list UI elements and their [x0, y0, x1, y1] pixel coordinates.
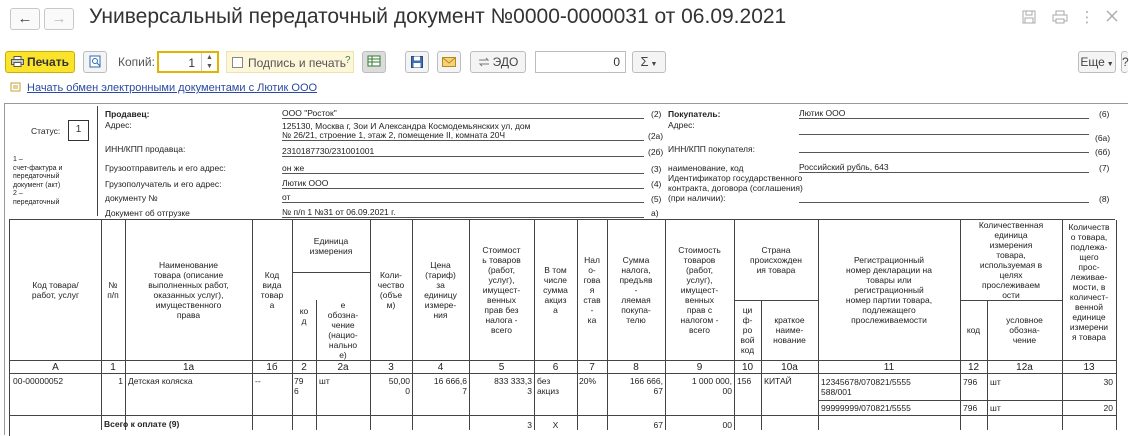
copies-input[interactable]: [157, 51, 219, 73]
seller-value: ООО "Росток": [282, 108, 644, 119]
more-label: Еще: [1080, 55, 1105, 69]
header-unit-name: е обозна- чение (нацио- нально е): [327, 300, 359, 360]
edo-label: ЭДО: [492, 55, 519, 69]
col-number: 13: [1083, 362, 1095, 373]
status-box: 1: [68, 120, 89, 141]
header-cost-with-tax: Стоимость товаров (работ, услуг), имущест- венных прав с налогом - всего: [678, 245, 721, 335]
envelope-icon: [442, 57, 456, 67]
header-trace-name: условное обозна- чение: [1006, 315, 1043, 345]
total-cost-no-tax: 3: [527, 420, 532, 430]
sum-button[interactable]: [632, 51, 666, 73]
col-line: [1116, 220, 1117, 430]
floppy-icon: [1022, 10, 1036, 24]
row-trace-name-1: шт: [990, 377, 1001, 387]
shipment-doc-value: № п/п 1 №31 от 06.09.2021 г.: [282, 207, 644, 218]
table-edit-icon: [367, 55, 381, 68]
row-trace-code-2: 796: [963, 403, 978, 413]
row-tax-sum: 166 666, 67: [629, 376, 663, 396]
row-country-name: КИТАЙ: [764, 376, 792, 386]
row-trace-qty-1: 30: [1103, 377, 1113, 387]
status-note: 1 – счет-фактура и передаточный документ (акт) 2 – передаточный: [13, 156, 63, 206]
header-qty: Коли- чество (объе м): [377, 270, 405, 310]
seller-code: (2): [651, 109, 662, 119]
print-label: Печать: [27, 55, 69, 69]
row-line: [10, 360, 1116, 361]
col-number: 11: [883, 362, 895, 373]
back-button[interactable]: [10, 8, 40, 30]
gov-id-code: (8): [1099, 194, 1110, 204]
header-name: Наименование товара (описание выполненных работ, оказанных услуг), имущественного права: [148, 260, 229, 320]
header-unit-code: ко д: [299, 306, 309, 326]
document-preview[interactable]: [4, 103, 1128, 435]
chevron-down-icon: ▼: [648, 61, 658, 68]
print-window-button[interactable]: [1051, 10, 1069, 26]
row-line: [10, 415, 1116, 416]
row-cost-with-tax: 1 000 000, 00: [691, 376, 732, 396]
preview-button[interactable]: [83, 51, 107, 73]
header-trace-unit: Количественная единица измерения товара, используемая в целях прослеживаем ости: [978, 220, 1044, 300]
row-excise: без акциз: [537, 376, 559, 396]
row-country-code: 156: [737, 376, 752, 386]
col-number: 12: [967, 362, 980, 373]
close-window-button[interactable]: [1103, 10, 1121, 26]
help-question-icon[interactable]: ?: [345, 55, 351, 66]
edo-button[interactable]: [470, 51, 526, 73]
header-country-name: краткое наиме- нование: [773, 315, 806, 345]
chevron-down-icon: ▼: [1104, 61, 1114, 68]
row-kind: --: [255, 376, 261, 386]
buyer-inn-label: ИНН/КПП покупателя:: [668, 144, 755, 154]
consignee-value: Лютик ООО: [282, 178, 644, 189]
row-reg-num-1: 12345678/070821/5555 588/001: [821, 377, 911, 397]
email-button[interactable]: [437, 51, 461, 73]
printer-icon: [1052, 10, 1068, 24]
shipper-label: Грузоотправитель и его адрес:: [105, 163, 226, 173]
start-edo-link[interactable]: Начать обмен электронными документами с Лютик ООО: [27, 82, 318, 94]
close-icon: [1106, 10, 1118, 22]
row-trace-qty-2: 20: [1103, 403, 1113, 413]
edo-link-icon: [10, 81, 22, 93]
header-tax-rate: Нал о- гова я став - ка: [583, 255, 601, 325]
gov-id-line: [799, 192, 1089, 203]
address-label: Адрес:: [105, 120, 132, 130]
sign-print-checkbox[interactable]: [232, 57, 243, 68]
arrow-right-icon: →: [51, 10, 67, 27]
copies-value: 1: [188, 56, 195, 70]
row-unit-code: 79 6: [294, 376, 304, 396]
printer-icon: [11, 56, 24, 67]
row-tax-rate: 20%: [579, 376, 597, 386]
consignee-label: Грузополучатель и его адрес:: [105, 179, 222, 189]
col-number: 4: [437, 362, 444, 373]
print-button[interactable]: [5, 51, 75, 73]
row-unit-name: шт: [319, 376, 330, 386]
status-label: Статус:: [31, 126, 61, 136]
preview-icon: [89, 55, 102, 68]
buyer-address-line: [799, 124, 1089, 135]
header-country: Страна происхожден ия товара: [750, 245, 802, 275]
header-price: Цена (тариф) за единицу измере- ния: [424, 260, 457, 320]
col-number: 7: [589, 362, 595, 373]
col-number: А: [52, 362, 59, 373]
buyer-label: Покупатель:: [668, 109, 721, 119]
header-country-code: ци ф- ро вой код: [740, 305, 755, 355]
total-excise: X: [552, 420, 559, 430]
buyer-value: Лютик ООО: [799, 108, 1089, 119]
row-name: Детская коляска: [128, 376, 193, 386]
invoice-table: [9, 219, 1115, 436]
page-title: Универсальный передаточный документ №0000-0000031 от 06.09.2021: [89, 5, 787, 28]
floppy-icon: [411, 56, 423, 68]
gov-id-label-1: Идентификатор государственного: [668, 173, 803, 183]
save-button[interactable]: [405, 51, 429, 73]
row-qty: 50,00 0: [388, 376, 410, 396]
edo-exchange-icon: [478, 57, 490, 67]
inn-code: (2б): [648, 147, 664, 157]
col-number: 6: [552, 362, 559, 373]
row-reg-num-2: 99999999/070821/5555: [821, 403, 911, 413]
buyer-address-label: Адрес:: [668, 120, 695, 130]
header-kind: Код вида товар а: [260, 270, 284, 310]
address-value-2: № 26/21, строение 1, этаж 2, помещение II, комната 20Ч: [282, 130, 644, 141]
col-number: 8: [633, 362, 639, 373]
row-price: 16 666,6 7: [433, 376, 467, 396]
col-number: 2а: [337, 362, 349, 373]
shipment-doc-code: а): [651, 208, 659, 218]
payment-doc-code: (5): [651, 194, 662, 204]
address-value-1: 125130, Москва г, Зои И Александра Космодемьянских ул, дом: [282, 121, 531, 131]
shipper-value: он же: [282, 163, 644, 174]
total-label: Всего к оплате (9): [104, 419, 180, 429]
shipment-doc-label: Документ об отгрузке: [105, 208, 190, 218]
sigma-icon: Σ: [640, 54, 649, 69]
col-number: 1а: [182, 362, 195, 373]
inn-label: ИНН/КПП продавца:: [105, 144, 186, 154]
row-cost-no-tax: 833 333,3 3: [494, 376, 532, 396]
header-unit: Единица измерения: [309, 236, 353, 256]
total-cost-with-tax: 00: [722, 420, 732, 430]
col-number: 10: [741, 362, 754, 373]
arrow-left-icon: ←: [17, 10, 33, 27]
col-number: 2: [301, 362, 307, 373]
header-tax-sum: Сумма налога, предъяв - ляемая покупа- телю: [619, 255, 653, 325]
sign-print-toggle[interactable]: [226, 51, 354, 73]
currency-value: Российский рубль, 643: [799, 162, 1089, 173]
save-window-button[interactable]: [1020, 10, 1038, 26]
col-number: 3: [388, 362, 394, 373]
buyer-address-code: (6а): [1095, 133, 1111, 143]
row-line: [10, 373, 1116, 374]
shipper-code: (3): [651, 164, 662, 174]
col-number: 1б: [266, 362, 278, 373]
buyer-inn-line: [799, 142, 1089, 153]
row-trace-name-2: шт: [990, 403, 1001, 413]
consignee-code: (4): [651, 179, 662, 189]
header-excise: В том числе сумма акциз а: [543, 265, 568, 315]
more-actions-button[interactable]: [1078, 10, 1096, 26]
header-reg-num: Регистрационный номер декларации на товары или регистрационный номер партии товара, подлежащего прослеживаемости: [845, 255, 933, 325]
help-button[interactable]: ?: [1121, 51, 1128, 73]
col-number: 10а: [781, 362, 798, 373]
currency-label: наименование, код: [668, 163, 744, 173]
buyer-inn-code: (6б): [1095, 147, 1111, 157]
header-trace-code: код: [966, 325, 981, 335]
payment-doc-value: от: [282, 192, 644, 203]
copies-stepper[interactable]: ▲ ▼: [201, 53, 217, 71]
status-divider: [97, 106, 98, 216]
sign-print-label: Подпись и печать: [248, 56, 347, 70]
sum-field[interactable]: 0: [535, 51, 626, 73]
col-number: 9: [696, 362, 703, 373]
row-line: [818, 400, 1116, 401]
header-trace-qty: Количеств о товара, подлежа- щего прос- леживае- мости, в количест- венной единице измерени я товара: [1068, 222, 1110, 342]
header-npp: № п/п: [107, 280, 119, 300]
payment-doc-label: документу №: [105, 193, 158, 203]
col-number: 1: [110, 362, 116, 373]
row-code: 00-00000052: [13, 376, 64, 386]
gov-id-label-3: (при наличии):: [668, 193, 726, 203]
col-number: 12а: [1016, 362, 1033, 373]
row-npp: 1: [118, 376, 123, 386]
buyer-code: (6): [1099, 109, 1110, 119]
inn-value: 2310187730/231001001: [282, 146, 644, 157]
header-cost-no-tax: Стоимост ь товаров (работ, услуг), имущест- венных прав без налога - всего: [482, 245, 521, 335]
copies-label: Копий:: [118, 55, 155, 69]
more-vertical-icon: ⋮: [1079, 9, 1095, 26]
currency-code: (7): [1099, 163, 1110, 173]
header-code: Код товара/ работ, услуг: [31, 280, 80, 300]
more-button[interactable]: [1078, 51, 1116, 73]
col-number: 5: [498, 362, 505, 373]
total-tax-sum: 67: [653, 420, 663, 430]
gov-id-label-2: контракта, договора (соглашения): [668, 183, 803, 193]
table-settings-button[interactable]: [362, 51, 386, 73]
row-trace-code-1: 796: [963, 377, 978, 387]
forward-button[interactable]: [44, 8, 74, 30]
seller-label: Продавец:: [105, 109, 150, 119]
address-code: (2а): [648, 131, 664, 141]
